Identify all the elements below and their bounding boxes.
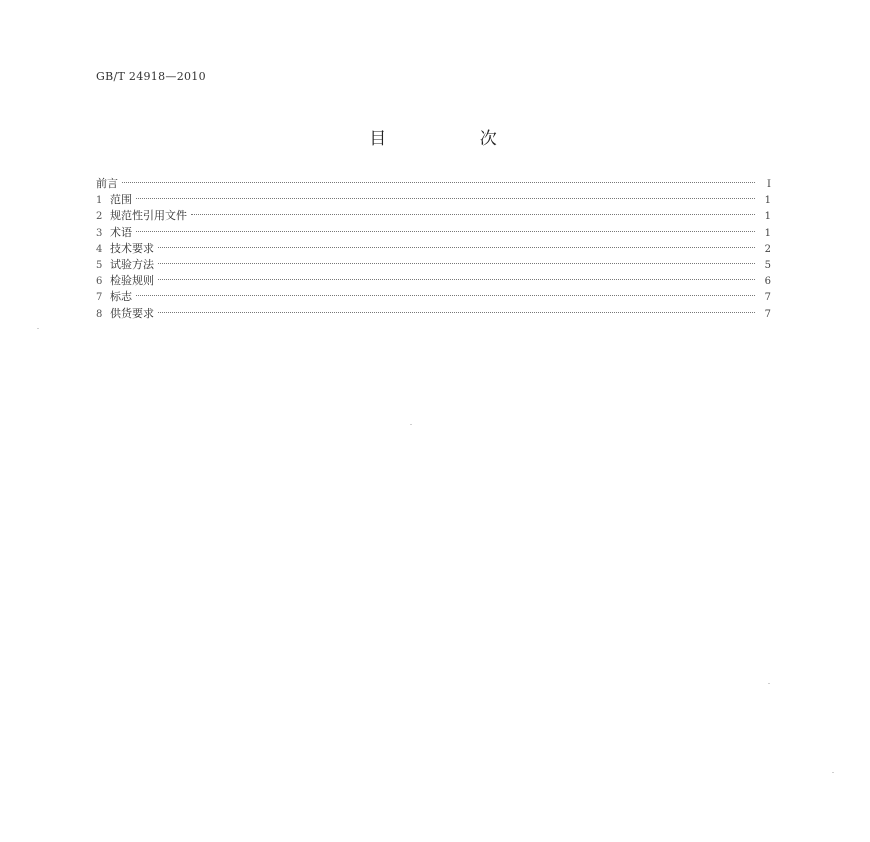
scan-speck [832,772,834,773]
toc-leader-dots [122,171,755,187]
toc-entry-marking [96,284,771,304]
toc-entry-page: 2 [764,243,771,255]
toc-entry-label: 范围 [110,193,132,207]
toc-leader-dots [136,220,755,236]
toc-leader-dots [158,236,755,252]
toc-entry-label: 规范性引用文件 [110,209,187,223]
toc-entry-page: 6 [764,276,771,288]
toc-entry-number: 5 [96,259,103,271]
toc-entry-label: 试验方法 [110,257,154,271]
toc-leader-dots [158,301,755,317]
toc-entry-number: 6 [96,276,103,288]
toc-leader-dots [136,187,755,203]
toc-entry-page: 1 [764,195,771,207]
toc-entry-page: 1 [764,227,771,239]
scan-speck [37,328,39,329]
toc-entry-label: 检验规则 [110,274,154,288]
toc-entry-test-methods [96,252,771,271]
toc-entry-number: 7 [96,292,103,304]
toc-entry-supply-requirements [96,301,771,320]
table-of-contents [96,171,771,320]
toc-entry-label: 供货要求 [110,306,154,320]
toc-leader-dots [158,252,755,268]
toc-entry-number: 8 [96,308,103,320]
toc-entry-label: 前言 [96,177,118,190]
toc-entry-number: 4 [96,243,103,255]
standard-code: GB/T 24918—2010 [96,70,206,83]
toc-entry-normative-references [96,203,771,223]
toc-entry-number: 2 [96,211,103,223]
toc-entry-page: 1 [764,211,771,223]
toc-entry-label: 术语 [110,225,132,239]
toc-leader-dots [191,203,755,219]
toc-entry-number: 1 [96,195,103,207]
toc-entry-scope [96,187,771,207]
toc-entry-foreword [96,171,771,190]
toc-entry-number: 3 [96,227,103,239]
toc-entry-page: I [767,179,771,190]
toc-title: 目 次 [369,129,541,149]
toc-entry-technical-requirements [96,236,771,255]
scan-speck [410,424,412,425]
toc-leader-dots [136,284,755,300]
toc-entry-page: 7 [764,292,771,304]
toc-entry-label: 标志 [110,290,132,304]
toc-entry-inspection-rules [96,268,771,288]
toc-leader-dots [158,268,755,284]
toc-entry-page: 5 [764,259,771,271]
toc-entry-terms [96,220,771,239]
scan-speck [768,683,770,684]
toc-entry-page: 7 [764,308,771,320]
toc-entry-label: 技术要求 [110,241,154,255]
